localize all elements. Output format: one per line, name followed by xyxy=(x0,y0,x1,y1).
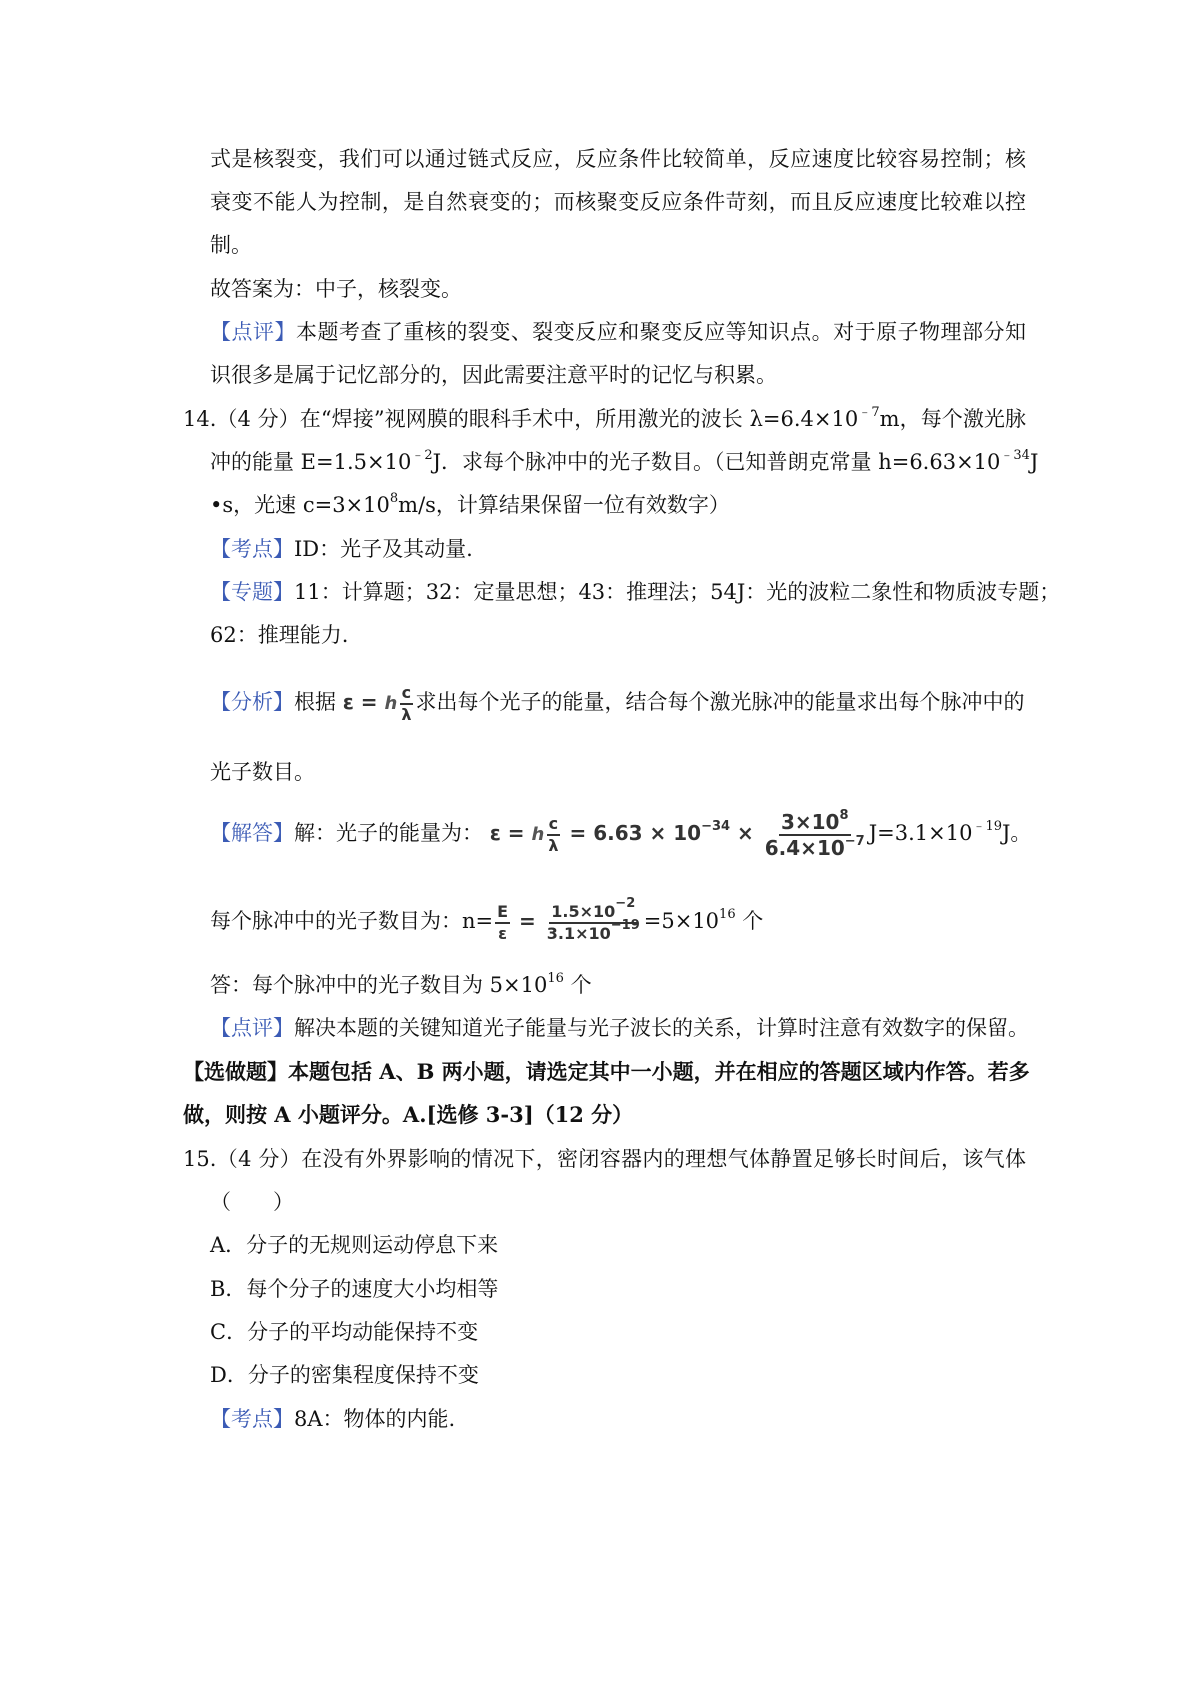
answer-line: 故答案为：中子，核裂变。 xyxy=(210,277,462,301)
kaodian-tag: 【考点】 xyxy=(210,1407,294,1431)
review-line xyxy=(210,317,1026,347)
review-line: 【点评】解决本题的关键知道光子能量与光子波长的关系，计算时注意有效数字的保留。 xyxy=(210,1016,1029,1040)
zhuanti-tag: 【专题】 xyxy=(210,580,294,604)
question-14-line: •s，光速 $c=3\times 10^8m/s$，计算结果保留一位有效数字） xyxy=(210,491,730,517)
paragraph-line: 衰变不能人为控制，是自然衰变的；而核聚变反应条件苛刻，而且反应速度比较难以控 xyxy=(210,190,1026,214)
formula: ε = h $\frac{c}{\lambda}$ = $6.63 \times 10^{-34}$ × $\frac{3\times 10^8}{6.4\times 10^{-7}}$ xyxy=(489,807,865,860)
fenxi-line: 光子数目。 xyxy=(210,760,315,784)
question-number: 14. xyxy=(183,407,217,431)
paragraph-line: 式是核裂变，我们可以通过链式反应，反应条件比较简单，反应速度比较容易控制；核 xyxy=(210,147,1026,171)
jieda-line: 【解答】解：光子的能量为： ε = h $\frac{c}{\lambda}$ = $6.63 \times 10^{-34}$ × $\frac{3\times 10^8}{6.4\times 10^{-7}}$ $J=3.1\times 10^{﹣19}J$。 xyxy=(210,807,1032,860)
kaodian-tag: 【考点】 xyxy=(210,537,294,561)
formula: ε = h $\frac{c}{\lambda}$ xyxy=(342,682,412,724)
fenxi-line: 【分析】根据 ε = h $\frac{c}{\lambda}$ 求出每个光子的能量，结合每个激光脉冲的能量求出每个脉冲中的 xyxy=(210,682,1025,724)
jieda-tag: 【解答】 xyxy=(210,821,294,845)
paragraph-line: 制。 xyxy=(210,233,252,257)
formula: $\frac{E}{\varepsilon}$ = $\frac{1.5\times 10^{-2}}{3.1\times 10^{-19}}$ xyxy=(497,895,640,943)
option-d: D．分子的密集程度保持不变 xyxy=(210,1363,479,1387)
question-14-line: 冲的能量 $E=1.5\times 10^{﹣2}J$．求每个脉冲中的光子数目。（已知普朗克常量 $h=6.63\times 10^{﹣34}J$ xyxy=(210,448,1039,474)
answer-blank: （ ） xyxy=(210,1190,294,1214)
option-b: B．每个分子的速度大小均相等 xyxy=(210,1277,499,1301)
fenxi-tag: 【分析】 xyxy=(210,690,294,714)
review-text: 本题考查了重核的裂变、裂变反应和聚变反应等知识点。对于原子物理部分知 xyxy=(295,320,1027,344)
zhuanti-line: 62：推理能力. xyxy=(210,623,349,647)
answer-line: 答：每个脉冲中的光子数目为 $5\times 10^{16}$ 个 xyxy=(210,971,592,997)
zhuanti-line: 【专题】11：计算题；32：定量思想；43：推理法；54J：光的波粒二象性和物质波专题； xyxy=(210,580,1061,604)
question-15-line: 15.（4 分）在没有外界影响的情况下，密闭容器内的理想气体静置足够长时间后，该气体 xyxy=(183,1147,1026,1171)
review-tag: 【点评】 xyxy=(210,320,296,344)
photon-count-line: 每个脉冲中的光子数目为：n= $\frac{E}{\varepsilon}$ = $\frac{1.5\times 10^{-2}}{3.1\times 10^{-19}}$ $=5\times 10^{16}$ 个 xyxy=(210,895,764,943)
question-14-line: 14.（4 分）在“焊接”视网膜的眼科手术中，所用激光的波长 $\lambda=6.4\times 10^{﹣7}m$，每个激光脉 xyxy=(183,405,1026,431)
option-a: A．分子的无规则运动停息下来 xyxy=(210,1233,499,1257)
elective-heading: 做，则按 A 小题评分。A.[选修 3-3]（12 分） xyxy=(183,1102,634,1127)
kaodian-line: 【考点】ID：光子及其动量. xyxy=(210,537,473,561)
elective-heading: 【选做题】本题包括 A、B 两小题，请选定其中一小题，并在相应的答题区域内作答。若多 xyxy=(183,1059,1030,1084)
kaodian-line: 【考点】8A：物体的内能. xyxy=(210,1407,456,1431)
question-number: 15. xyxy=(183,1147,217,1171)
review-line: 识很多是属于记忆部分的，因此需要注意平时的记忆与积累。 xyxy=(210,363,777,387)
review-tag: 【点评】 xyxy=(210,1016,294,1040)
option-c: C．分子的平均动能保持不变 xyxy=(210,1320,479,1344)
